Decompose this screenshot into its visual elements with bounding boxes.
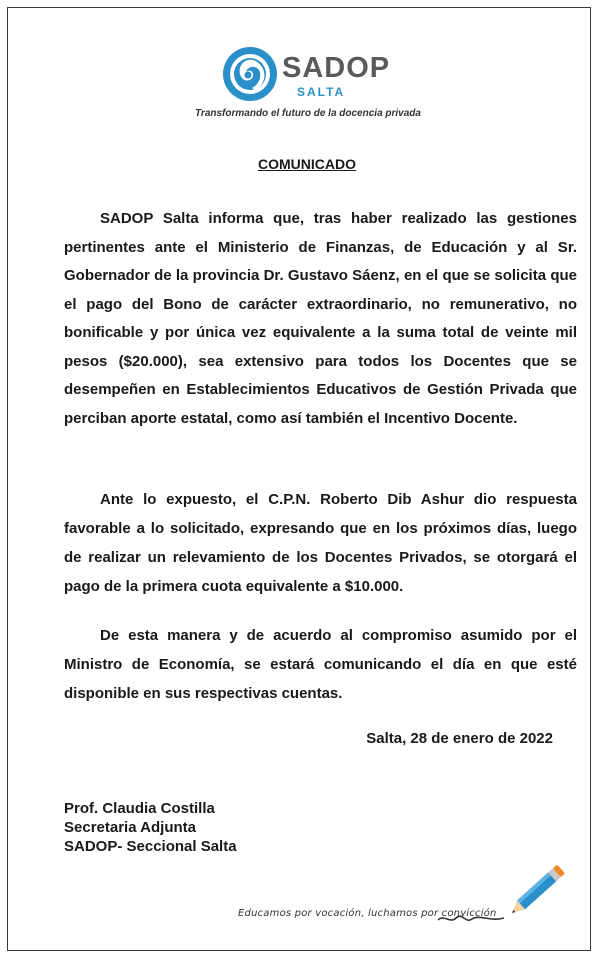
pencil-icon (502, 856, 574, 926)
signature-block (64, 799, 237, 856)
document-page (7, 7, 591, 951)
signature-role: Secretaria Adjunta (64, 819, 196, 836)
paragraph-3: De esta manera y de acuerdo al compromiso asumido por el Ministro de Economía, se estará comunicando el día en que esté disponible en sus respectivas cuentas. (64, 627, 577, 702)
footer-motto: Educamos por vocación, luchamos por convicción (238, 908, 497, 919)
paragraph-1: SADOP Salta informa que, tras haber realizado las gestiones pertinentes ante el Ministerio de Finanzas, de Educación y al Sr. Gobernador de la provincia Dr. Gustavo Sáenz, en el que se solicita que el pago del Bono de carácter extraordinario, no remunerativo, no bonificable y por única vez equivalente a la suma total de veinte mil pesos ($20.000), sea extensivo para todos los Docentes que se desempeñen en Establecimientos Educativos de Gestión Privada que perciban aporte estatal, como así también el Incentivo Docente. (64, 210, 577, 427)
logo-subtitle: SALTA (297, 85, 346, 99)
paragraph-2: Ante lo expuesto, el C.P.N. Roberto Dib Ashur dio respuesta favorable a lo solicitado, expresando que en los próximos días, luego de realizar un relevamiento de los Docentes Privados, se otorgará el pago de la primera cuota equivalente a $10.000. (64, 491, 577, 595)
sadop-logo (222, 46, 402, 102)
sadop-logo-icon (222, 46, 278, 102)
logo-title: SADOP (282, 52, 391, 84)
tagline: Transformando el futuro de la docencia privada (195, 108, 421, 119)
signature-name: Prof. Claudia Costilla (64, 800, 215, 817)
date-line: Salta, 28 de enero de 2022 (366, 730, 553, 747)
swash-decoration (436, 912, 506, 926)
signature-org: SADOP- Seccional Salta (64, 838, 237, 855)
document-heading: COMUNICADO (258, 156, 356, 172)
